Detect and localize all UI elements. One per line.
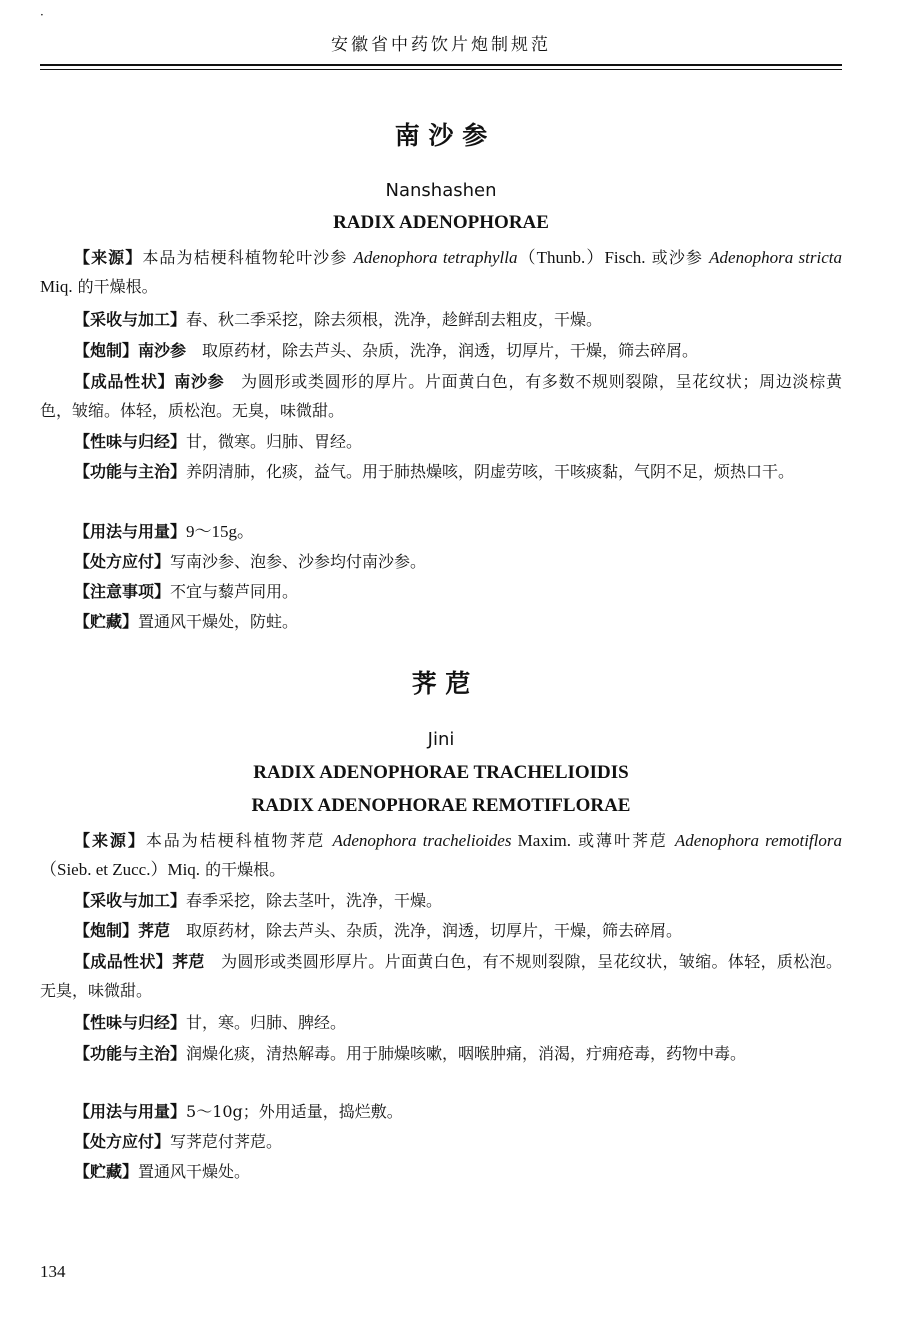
entry1-characteristics-text: 为圆形或类圆形的厚片。片面黄白色，有多数不规则裂隙，呈花纹状；周边淡棕黄色，皱缩。体轻，质松泡。无臭，味微甜。 xyxy=(40,372,842,420)
entry1-prescription-label: 【处方应付】 xyxy=(74,552,171,571)
entry1-harvest xyxy=(40,305,842,334)
entry2-source-mid: 或薄叶荠苨 xyxy=(571,831,675,850)
entry2-species-2: Adenophora remotiflora xyxy=(674,831,842,850)
entry2-storage-text: 置通风干燥处。 xyxy=(138,1162,251,1181)
running-header: 安徽省中药饮片炮制规范 xyxy=(331,35,551,55)
entry1-prescription xyxy=(40,547,842,576)
entry2-storage xyxy=(40,1157,842,1186)
entry2-taste xyxy=(40,1008,842,1037)
entry2-harvest-label: 【采收与加工】 xyxy=(74,891,187,910)
entry2-prescription-label: 【处方应付】 xyxy=(74,1132,171,1151)
entry1-taste-label: 【性味与归经】 xyxy=(74,432,187,451)
entry2-latin-name-1: RADIX ADENOPHORAE TRACHELIOIDIS xyxy=(253,762,629,783)
entry1-source-label: 【来源】 xyxy=(74,248,143,267)
entry2-characteristics xyxy=(40,947,842,1005)
entry2-dosage-label: 【用法与用量】 xyxy=(74,1102,187,1121)
entry1-dosage xyxy=(40,517,842,546)
entry2-function-label: 【功能与主治】 xyxy=(74,1044,187,1063)
entry1-source xyxy=(40,243,842,301)
entry1-processing-text: 取原药材，除去芦头、杂质，洗净，润透，切厚片，干燥，筛去碎屑。 xyxy=(186,341,699,360)
entry1-caution-label: 【注意事项】 xyxy=(74,582,171,601)
entry2-taste-text: 甘，寒。归肺、脾经。 xyxy=(186,1013,347,1032)
entry1-species-2: Adenophora stricta xyxy=(709,248,842,267)
entry2-harvest xyxy=(40,886,842,915)
entry1-characteristics-label: 【成品性状】南沙参 xyxy=(74,372,225,391)
entry2-harvest-text: 春季采挖，除去茎叶，洗净，干燥。 xyxy=(186,891,443,910)
entry1-dosage-text: 9～15g。 xyxy=(186,522,255,541)
header-rule-thick xyxy=(40,64,842,66)
entry1-prescription-text: 写南沙参、泡参、沙参均付南沙参。 xyxy=(170,552,427,571)
header-rule-thin xyxy=(40,69,842,70)
entry2-function xyxy=(40,1039,842,1068)
entry1-taste xyxy=(40,427,842,456)
entry2-author-2: （Sieb. et Zucc.）Miq. xyxy=(40,860,201,879)
entry2-pinyin: Jini xyxy=(427,729,455,750)
entry1-title: 南 沙 参 xyxy=(394,121,488,150)
entry2-characteristics-text: 为圆形或类圆形厚片。片面黄白色，有不规则裂隙，呈花纹状，皱缩。体轻，质松泡。无臭，味微甜。 xyxy=(40,952,842,1000)
entry2-taste-label: 【性味与归经】 xyxy=(74,1013,187,1032)
entry2-processing xyxy=(40,916,842,945)
entry1-caution xyxy=(40,577,842,606)
entry2-processing-text: 取原药材，除去芦头、杂质，洗净，润透，切厚片，干燥，筛去碎屑。 xyxy=(170,921,683,940)
entry2-latin-name-2: RADIX ADENOPHORAE REMOTIFLORAE xyxy=(251,795,631,816)
entry2-prescription xyxy=(40,1127,842,1156)
entry1-latin-name: RADIX ADENOPHORAE xyxy=(333,212,549,233)
entry1-function-text: 养阴清肺，化痰，益气。用于肺热燥咳，阴虚劳咳，干咳痰黏，气阴不足，烦热口干。 xyxy=(186,462,795,481)
entry1-harvest-label: 【采收与加工】 xyxy=(74,310,187,329)
entry1-storage xyxy=(40,607,842,636)
entry1-dosage-label: 【用法与用量】 xyxy=(74,522,187,541)
entry2-dosage-text: 5～10g；外用适量，捣烂敷。 xyxy=(186,1102,403,1121)
entry1-characteristics xyxy=(40,367,842,425)
entry1-storage-label: 【贮藏】 xyxy=(74,612,139,631)
entry2-source-pre: 本品为桔梗科植物荠苨 xyxy=(145,831,333,850)
entry1-species-1: Adenophora tetraphylla xyxy=(353,248,518,267)
entry1-pinyin: Nanshashen xyxy=(385,180,497,201)
entry2-source-label: 【来源】 xyxy=(74,831,146,850)
entry2-source-end: 的干燥根。 xyxy=(200,860,286,879)
entry1-source-pre: 本品为桔梗科植物轮叶沙参 xyxy=(142,248,354,267)
entry2-source xyxy=(40,826,842,884)
entry1-function xyxy=(40,457,842,486)
entry1-taste-text: 甘，微寒。归肺、胃经。 xyxy=(186,432,363,451)
entry1-caution-text: 不宜与藜芦同用。 xyxy=(170,582,299,601)
entry1-author-2: Miq. xyxy=(40,277,73,296)
entry1-source-end: 的干燥根。 xyxy=(72,277,158,296)
entry2-dosage xyxy=(40,1097,842,1126)
entry2-author-1: Maxim. xyxy=(511,831,572,850)
entry2-function-text: 润燥化痰，清热解毒。用于肺燥咳嗽，咽喉肿痛，消渴，疔痈疮毒，药物中毒。 xyxy=(186,1044,747,1063)
entry2-title: 荠 苨 xyxy=(411,669,471,698)
entry1-processing xyxy=(40,336,842,365)
entry2-species-1: Adenophora trachelioides xyxy=(332,831,512,850)
entry1-processing-label: 【炮制】南沙参 xyxy=(74,341,187,360)
entry2-storage-label: 【贮藏】 xyxy=(74,1162,139,1181)
page-number: 134 xyxy=(40,1262,66,1281)
entry1-storage-text: 置通风干燥处，防蛀。 xyxy=(138,612,299,631)
entry1-harvest-text: 春、秋二季采挖，除去须根，洗净，趁鲜刮去粗皮，干燥。 xyxy=(186,310,603,329)
entry1-source-mid: 或沙参 xyxy=(645,248,710,267)
entry2-prescription-text: 写荠苨付荠苨。 xyxy=(170,1132,283,1151)
entry1-function-label: 【功能与主治】 xyxy=(74,462,187,481)
entry2-characteristics-label: 【成品性状】荠苨 xyxy=(74,952,205,971)
entry2-processing-label: 【炮制】荠苨 xyxy=(74,921,171,940)
margin-dot: · xyxy=(40,8,44,22)
entry1-author-1: （Thunb.）Fisch. xyxy=(517,248,646,267)
